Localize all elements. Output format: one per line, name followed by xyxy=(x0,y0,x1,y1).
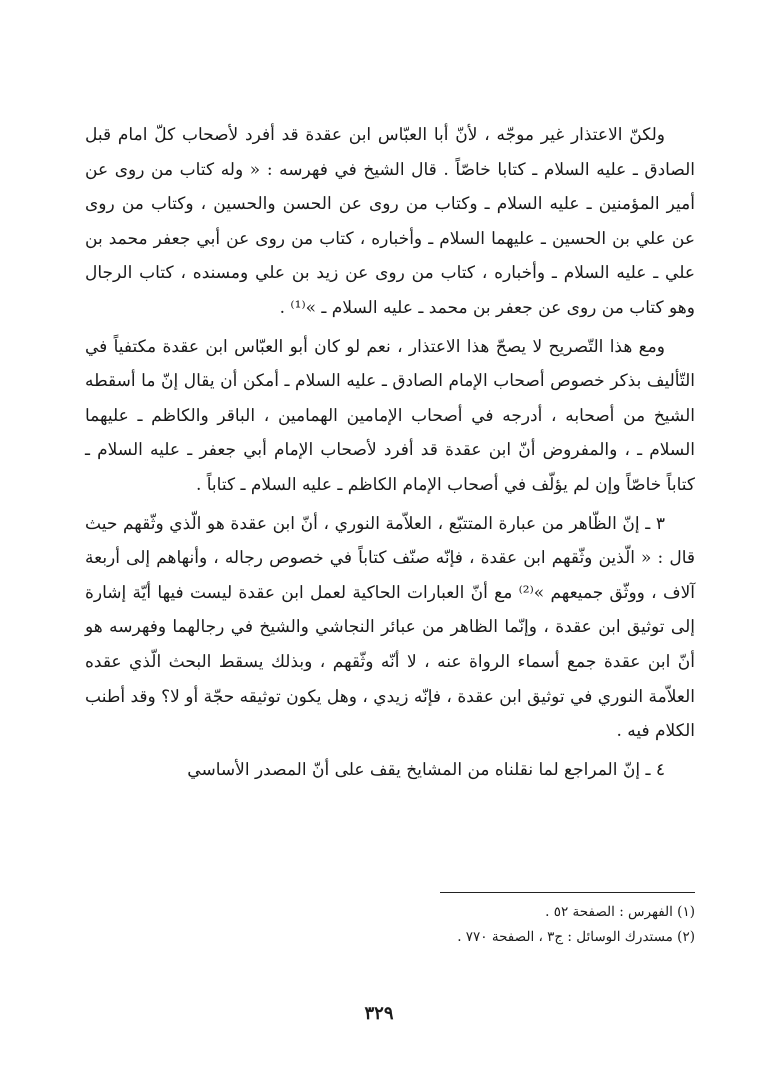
footnote-1: (١) الفهرس : الصفحة ٥٢ . xyxy=(545,904,695,920)
footnote-divider xyxy=(440,892,695,893)
page-number: ٣٢٩ xyxy=(364,1003,394,1024)
paragraph-4: ٤ ـ إنّ المراجع لما نقلناه من المشايخ يقف على أنّ المصدر الأساسي xyxy=(187,759,665,780)
footnotes xyxy=(85,900,695,950)
paragraph-3: ٣ ـ إنّ الظّاهر من عبارة المتتبّع ، العلاّمة النوري ، أنّ ابن عقدة هو الّذي وثّقهم حيث قال : « الّذين وثّقهم ابن عقدة ، فإنّه صنّف كتاباً في خصوص رجاله ، وأنهاهم إلى أربعة آلاف ، ووثّق جميعهم »⁽²⁾ مع أنّ العبارات الحاكية لعمل ابن عقدة ليست فيها أيّة إشارة إلى توثيق ابن عقدة ، وإنّما الظاهر من عبائر النجاشي والشيخ في رجالهما وفهرسه هو أنّ ابن عقدة جمع أسماء الرواة عنه ، لا أنّه وثّقهم ، وبذلك يسقط البحث الّذي عقده العلاّمة النوري في توثيق ابن عقدة ، فإنّه زيدي ، وهل يكون توثيقه حجّة أو لا؟ وقد أطنب الكلام فيه . xyxy=(85,513,695,742)
paragraph-2: ومع هذا التّصريح لا يصحّ هذا الاعتذار ، نعم لو كان أبو العبّاس ابن عقدة مكتفياً في التّأليف بذكر خصوص أصحاب الإمام الصادق ـ عليه السلام ـ أمكن أن يقال إنّ ما أسقطه الشيخ من أصحابه ، أدرجه في أصحاب الإمامين الهمامين ، الباقر والكاظم ـ عليهما السلام ـ ، والمفروض أنّ ابن عقدة قد أفرد لأصحاب الإمام أبي جعفر ـ عليه السلام ـ كتاباً خاصّاً وإن لم يؤلّف في أصحاب الإمام الكاظم ـ عليه السلام ـ كتاباً . xyxy=(85,336,695,495)
paragraph-1: ولكنّ الاعتذار غير موجّه ، لأنّ أبا العبّاس ابن عقدة قد أفرد لأصحاب كلّ امام قبل الصادق ـ عليه السلام ـ كتابا خاصّاً . قال الشيخ في فهرسه : « وله كتاب من روى عن أمير المؤمنين ـ عليه السلام ـ وكتاب من روى عن الحسن والحسين ، وكتاب من روى عن علي بن الحسين ـ عليهما السلام ـ وأخباره ، كتاب من روى عن أبي جعفر محمد بن علي ـ عليه السلام ـ وأخباره ، كتاب من روى عن زيد بن علي ومسنده ، كتاب الرجال وهو كتاب من روى عن جعفر بن محمد ـ عليه السلام ـ »⁽¹⁾ . xyxy=(85,125,695,318)
footnote-2: (٢) مستدرك الوسائل : ج٣ ، الصفحة ٧٧٠ . xyxy=(457,929,695,945)
main-text xyxy=(85,118,695,787)
